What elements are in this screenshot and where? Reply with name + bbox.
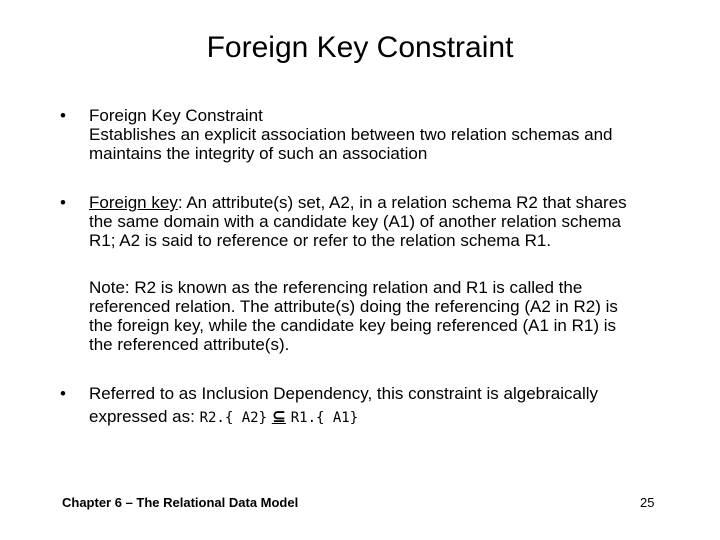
bullet1-line1: Foreign Key Constraint	[89, 106, 263, 125]
bullet1-line2: Establishes an explicit association between two relation schemas and	[89, 125, 613, 144]
bullet1-line3: maintains the integrity of such an association	[89, 144, 428, 163]
bullet3-line2-prefix: expressed as:	[89, 407, 200, 426]
bullet-marker: •	[60, 106, 66, 125]
bullet-marker: •	[60, 384, 66, 403]
expression-right: R1.{ A1}	[290, 410, 359, 426]
foreign-key-term: Foreign key	[89, 193, 178, 212]
bullet2-line2: the same domain with a candidate key (A1) of another relation schema	[89, 212, 622, 231]
bullet-text	[89, 384, 659, 428]
note-line3: the foreign key, while the candidate key being referenced (A1 in R1) is	[89, 316, 616, 335]
note-line2: referenced relation. The attribute(s) doing the referencing (A2 in R2) is	[89, 297, 618, 316]
bullet3-line1: Referred to as Inclusion Dependency, this constraint is algebraically	[89, 384, 599, 403]
slide-title: Foreign Key Constraint	[206, 31, 514, 64]
bullet-marker: •	[60, 193, 66, 212]
note-text	[89, 278, 659, 354]
footer-chapter: Chapter 6 – The Relational Data Model	[62, 495, 299, 510]
bullet2-line1	[89, 193, 659, 212]
bullet3-line2	[89, 407, 659, 428]
footer-page-number: 25	[640, 495, 655, 510]
note-line4: the referenced attribute(s).	[89, 335, 290, 354]
note-line1: Note: R2 is known as the referencing relation and R1 is called the	[89, 278, 583, 297]
bullet-text	[89, 106, 659, 163]
bullet2-line3: R1; A2 is said to reference or refer to the relation schema R1.	[89, 231, 552, 250]
expression-left: R2.{ A2}	[199, 410, 267, 426]
subset-symbol: ⊆	[271, 407, 286, 427]
bullet-text	[89, 193, 659, 250]
bullet2-line1-rest: : An attribute(s) set, A2, in a relation schema R2 that shares	[177, 193, 627, 212]
